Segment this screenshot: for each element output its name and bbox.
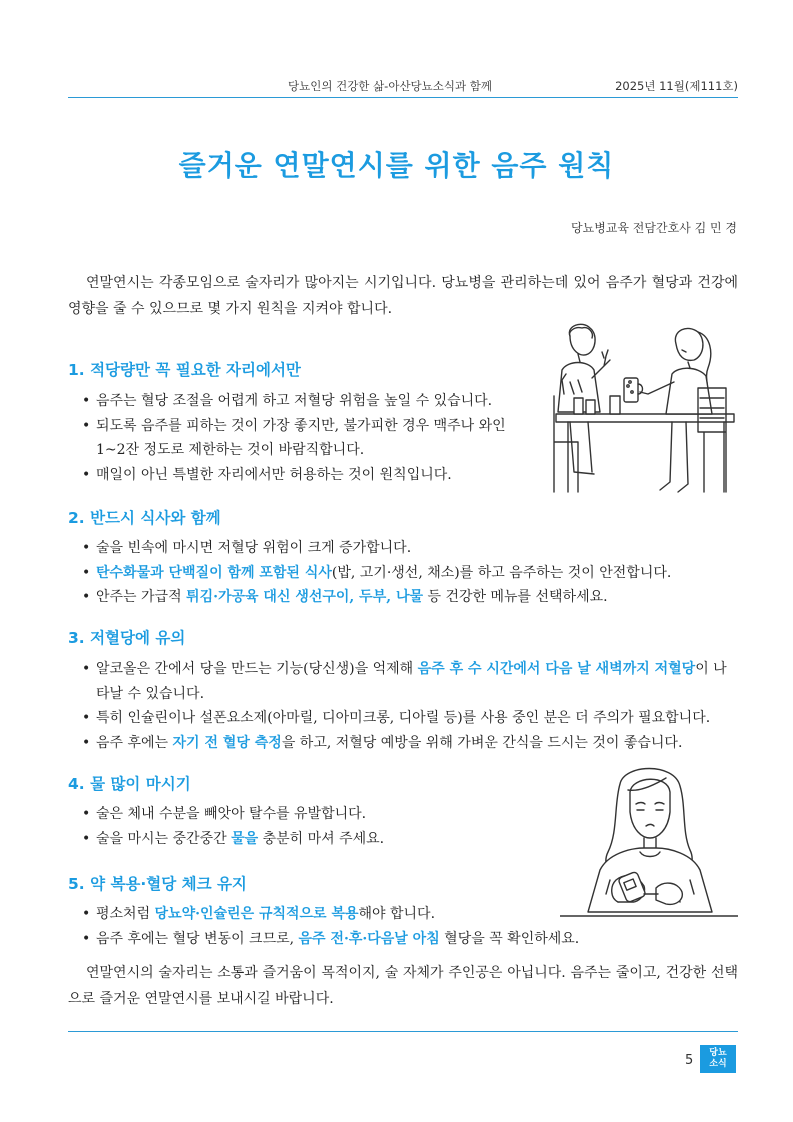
highlight: 물을 xyxy=(231,830,259,847)
issue-label: 2025년 11월(제111호) xyxy=(615,79,738,93)
footer-divider xyxy=(68,1031,738,1032)
highlight: 음주 전·후·다음날 아침 xyxy=(298,930,440,947)
list-item: • 술을 빈속에 마시면 저혈당 위험이 크게 증가합니다. xyxy=(82,536,738,561)
list-item: • 알코올은 간에서 당을 만드는 기능(당신생)을 억제해 음주 후 수 시간에서 다음 날 새벽까지 저혈당이 나타날 수 있습니다. xyxy=(82,657,738,706)
list-item: • 술을 마시는 중간중간 물을 충분히 마셔 주세요. xyxy=(82,827,552,852)
page-number: 5 xyxy=(685,1053,694,1068)
list-item: • 특히 인슐린이나 설폰요소제(아마릴, 디아미크롱, 디아릴 등)를 사용 중인 분은 더 주의가 필요합니다. xyxy=(82,706,738,731)
section-4-list xyxy=(82,802,552,851)
intro-paragraph: 연말연시는 각종모임으로 술자리가 많아지는 시기입니다. 당뇨병을 관리하는데 있어 음주가 혈당과 건강에 영향을 줄 수 있으므로 몇 가지 원칙을 지켜야 합니다. xyxy=(68,275,738,317)
badge-line-2: 소식 xyxy=(709,1059,727,1069)
highlight: 탄수화물과 단백질이 함께 포함된 식사 xyxy=(96,564,332,581)
section-1-list xyxy=(82,389,532,487)
page-header xyxy=(68,78,738,96)
list-item: • 음주는 혈당 조절을 어렵게 하고 저혈당 위험을 높일 수 있습니다. xyxy=(82,389,532,414)
list-item: • 탄수화물과 단백질이 함께 포함된 식사(밥, 고기·생선, 채소)를 하고 음주하는 것이 안전합니다. xyxy=(82,561,738,586)
list-item: • 술은 체내 수분을 빼앗아 탈수를 유발합니다. xyxy=(82,802,552,827)
list-item: • 되도록 음주를 피하는 것이 가장 좋지만, 불가피한 경우 맥주나 와인 1~2잔 정도로 제한하는 것이 바람직합니다. xyxy=(82,414,532,463)
header-divider xyxy=(68,97,738,98)
list-item: • 안주는 가급적 튀김·가공육 대신 생선구이, 두부, 나물 등 건강한 메뉴를 선택하세요. xyxy=(82,585,738,610)
section-heading-2: 2. 반드시 식사와 함께 xyxy=(68,509,221,527)
highlight: 당뇨약·인슐린은 규칙적으로 복용 xyxy=(154,906,359,922)
article-author: 당뇨병교육 전담간호사 김 민 경 xyxy=(571,221,737,235)
section-5-list xyxy=(82,902,738,951)
list-item: • 음주 후에는 자기 전 혈당 측정을 하고, 저혈당 예방을 위해 가벼운 간식을 드시는 것이 좋습니다. xyxy=(82,731,738,756)
highlight: 음주 후 수 시간에서 다음 날 새벽까지 저혈당 xyxy=(417,661,696,677)
glucose-check-illustration xyxy=(560,762,738,918)
section-heading-4: 4. 물 많이 마시기 xyxy=(68,775,191,793)
publication-name: 당뇨인의 건강한 삶-아산당뇨소식과 함께 xyxy=(288,79,492,93)
highlight: 튀김·가공육 대신 생선구이, 두부, 나물 xyxy=(186,589,424,605)
article-title: 즐거운 연말연시를 위한 음주 원칙 xyxy=(178,149,615,182)
section-3-list xyxy=(82,657,738,755)
closing-paragraph: 연말연시의 술자리는 소통과 즐거움이 목적이지, 술 자체가 주인공은 아닙니다. 음주는 줄이고, 건강한 선택으로 즐거운 연말연시를 보내시길 바랍니다. xyxy=(68,965,738,1007)
list-item: • 평소처럼 당뇨약·인슐린은 규칙적으로 복용해야 합니다. xyxy=(82,902,738,927)
section-2-list xyxy=(82,536,738,610)
highlight: 자기 전 혈당 측정 xyxy=(172,734,282,751)
section-heading-1: 1. 적당량만 꼭 필요한 자리에서만 xyxy=(68,361,301,379)
section-heading-3: 3. 저혈당에 유의 xyxy=(68,629,186,647)
publication-badge xyxy=(700,1045,736,1073)
section-heading-5: 5. 약 복용·혈당 체크 유지 xyxy=(68,875,247,893)
list-item: • 매일이 아닌 특별한 자리에서만 허용하는 것이 원칙입니다. xyxy=(82,463,532,488)
badge-line-1: 당뇨 xyxy=(709,1048,727,1058)
toasting-women-illustration xyxy=(548,322,738,494)
list-item: • 음주 후에는 혈당 변동이 크므로, 음주 전·후·다음날 아침 혈당을 꼭 확인하세요. xyxy=(82,927,738,952)
